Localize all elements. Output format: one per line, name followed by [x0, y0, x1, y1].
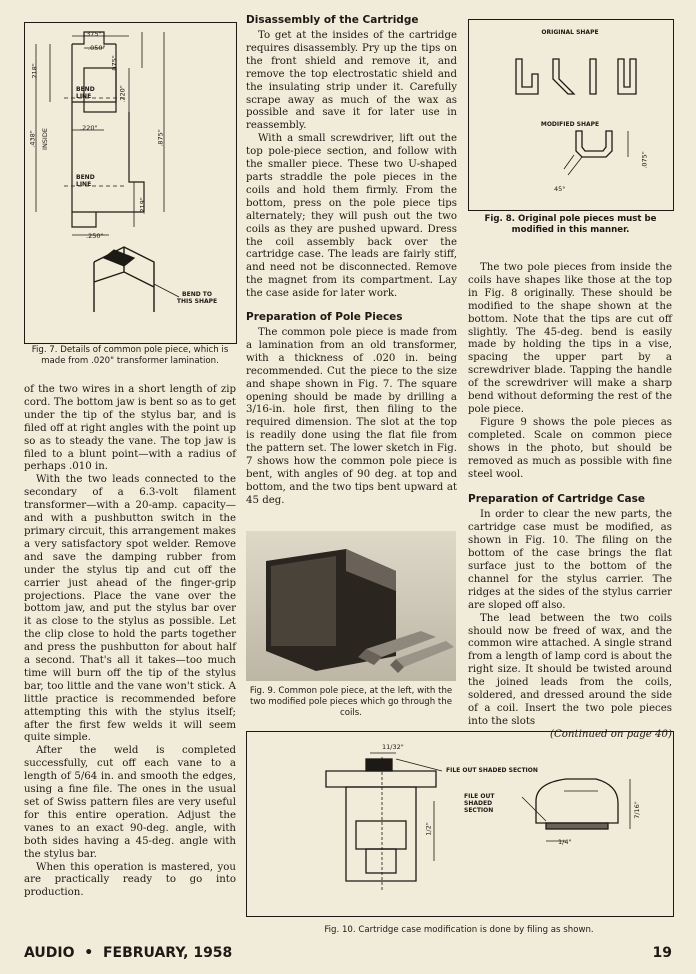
col1-paragraph-4: When this operation is mastered, you are practically ready to go into production.: [24, 861, 236, 899]
fig7-dim-075: .075": [110, 55, 119, 73]
fig7-bend-to-shape: BEND TO THIS SHAPE: [176, 291, 218, 305]
fig7-caption: Fig. 7. Details of common pole piece, which is made from .020" transformer lamination.: [31, 345, 229, 366]
continued-note: (Continued on page 40): [550, 728, 672, 740]
fig7-dim-375: .375": [84, 30, 102, 38]
fig7-dim-250: .250": [86, 232, 104, 240]
fig7-dim-218: .218": [30, 63, 39, 81]
col1-paragraph-2: With the two leads connected to the secondary of a 6.3-volt filament transformer—with a 20-amp. capacity—and with a pushbutton switch in the primary circuit, this arrangement makes a very satisfactory spot welder. Remove and save the damping rubber from under the stylus tip and cut off the carrier just ahead of the finger-grip projections. Place the vane over the bottom jaw, and put the stylus bar over it as close to the stylus as possible. Let the clip close to hold the parts together and press the pushbutton for about half a second. That's all it takes—too much time will burn off the tip of the stylus bar, too little and the vane won't stick. A little practice is recommended before attempting this with the stylus itself; after the first few welds it will seem quite simple.: [24, 474, 236, 744]
fig7-dim-220h: .220": [80, 124, 98, 132]
column-1: [24, 384, 236, 900]
fig8-drawing: [468, 19, 672, 209]
fig10-file-out-label-2: FILE OUT SHADED SECTION: [464, 793, 495, 814]
heading-cartridge-case: Preparation of Cartridge Case: [468, 493, 645, 506]
col3-paragraph-1: The two pole pieces from inside the coils have shapes like those at the top in Fig. 8 originally. These should be modified to the shape shown at the bottom. Note that the tips are cut off slightly. The 45-deg. bend is easily made by holding the tips in a vise, spacing the upper part by a screwdriver blade. Tapping the handle of the screwdriver will make a sharp bend without deforming the rest of the pole piece.: [468, 262, 672, 415]
fig10-file-out-label-1: FILE OUT SHADED SECTION: [446, 767, 538, 774]
fig10-dim-half: 1/2": [424, 822, 433, 836]
heading-pole-pieces: Preparation of Pole Pieces: [246, 311, 403, 324]
fig10-dim-11-32: 11/32": [382, 743, 404, 751]
fig8-dim-075: .075": [640, 151, 649, 169]
col1-paragraph-1: of the two wires in a short length of zip cord. The bottom jaw is bent so as to get under the tip of the stylus bar, and is filed off at right angles with the point up so as to steady the vane. The top jaw is filed to a blunt point—with a radius of perhaps .010 in.: [24, 384, 236, 473]
col1-paragraph-3: After the weld is completed successfully, cut off each vane to a length of 5/64 in. and smooth the edges, using a fine file. The ones in the usual set of Swiss pattern files are very useful for this entire operation. Adjust the vanes to an exact 90-deg. angle, with both sides having a 45-deg. angle with the stylus bar.: [24, 745, 236, 860]
fig10-dim-quarter: 1/4": [558, 838, 572, 846]
column-2: [246, 14, 457, 508]
column-3: [468, 262, 672, 742]
col3-paragraph-3: In order to clear the new parts, the cartridge case must be modified, as shown in Fig. 10. The filing on the bottom of the case brings the flat surface just to the bottom of the channel for the stylus carrier. The ridges at the sides of the stylus carrier are sloped off also.: [468, 509, 672, 611]
fig7-dim-inside: INSIDE: [40, 128, 49, 150]
fig7-bend-line-1: BEND LINE: [76, 86, 95, 100]
fig10-dim-7-16: 7/16": [632, 801, 641, 819]
heading-disassembly: Disassembly of the Cartridge: [246, 14, 419, 26]
footer-magazine-date: AUDIO • FEBRUARY, 1958: [24, 945, 233, 961]
fig7-dim-219: .219": [138, 197, 147, 215]
fig8-original-label: ORIGINAL SHAPE: [541, 29, 599, 36]
col2-paragraph-3: The common pole piece is made from a lamination from an old transformer, with a thickness of .020 in. being recommended. Cut the piece to the size and shape shown in Fig. 7. The square opening should be made by drilling a 3/16-in. hole first, then filing to the required dimension. The slot at the top is readily done using the flat file from the pattern set. The lower sketch in Fig. 7 shows how the common pole piece is bent, with angles of 90 deg. at top and bottom, and the two tips bent upward at 45 deg.: [246, 327, 457, 506]
footer-page-number: 19: [652, 945, 672, 961]
col2-paragraph-2: With a small screwdriver, lift out the top pole-piece section, and follow with the smaller piece. These two U-shaped parts straddle the pole pieces in the coils and hold them firmly. From the bottom, press on the pole piece tips alternately; they will push out the two coils as they are pushed upward. Dress the coil assembly back over the cartridge case. The leads are fairly stiff, and need not be disconnected. Remove the magnet from its compartment. Lay the case aside for later work.: [246, 133, 457, 300]
fig10-caption: Fig. 10. Cartridge case modification is done by filing as shown.: [324, 925, 594, 935]
fig8-modified-label: MODIFIED SHAPE: [540, 121, 600, 128]
col3-paragraph-2: Figure 9 shows the pole pieces as completed. Scale on common piece shows in the photo, but should be removed as much as possible with fine steel wool.: [468, 416, 672, 480]
fig10-drawing: [246, 728, 672, 915]
fig9-caption: Fig. 9. Common pole piece, at the left, with the two modified pole pieces which go through the coils.: [249, 686, 453, 718]
fig8-caption: Fig. 8. Original pole pieces must be modified in this manner.: [484, 214, 657, 235]
col2-paragraph-1: To get at the insides of the cartridge requires disassembly. Pry up the tips on the front shield and remove it, and remove the top electrostatic shield and the insulating strip under it. Carefully scrape away as much of the wax as possible and save it for later use in reassembly.: [246, 30, 457, 132]
fig9-photo: [246, 531, 456, 681]
fig9-pole-pieces-image: [246, 531, 456, 681]
fig7-dim-220v: .220": [118, 85, 127, 103]
fig7-drawing: [24, 22, 236, 312]
fig8-dim-45: 45°: [554, 185, 566, 193]
fig7-dim-438: .438": [28, 130, 37, 148]
fig7-dim-875: .875": [156, 129, 165, 147]
fig7-bend-line-2: BEND LINE: [76, 174, 95, 188]
col3-paragraph-4: The lead between the two coils should now be freed of wax, and the common wire attached. A single strand from a length of lamp cord is about the right size. It should be twisted around the joined leads from the coils, soldered, and dressed around the side of a coil. Insert the two pole pieces into the slots: [468, 612, 672, 727]
fig7-dim-050: .050": [88, 44, 106, 52]
